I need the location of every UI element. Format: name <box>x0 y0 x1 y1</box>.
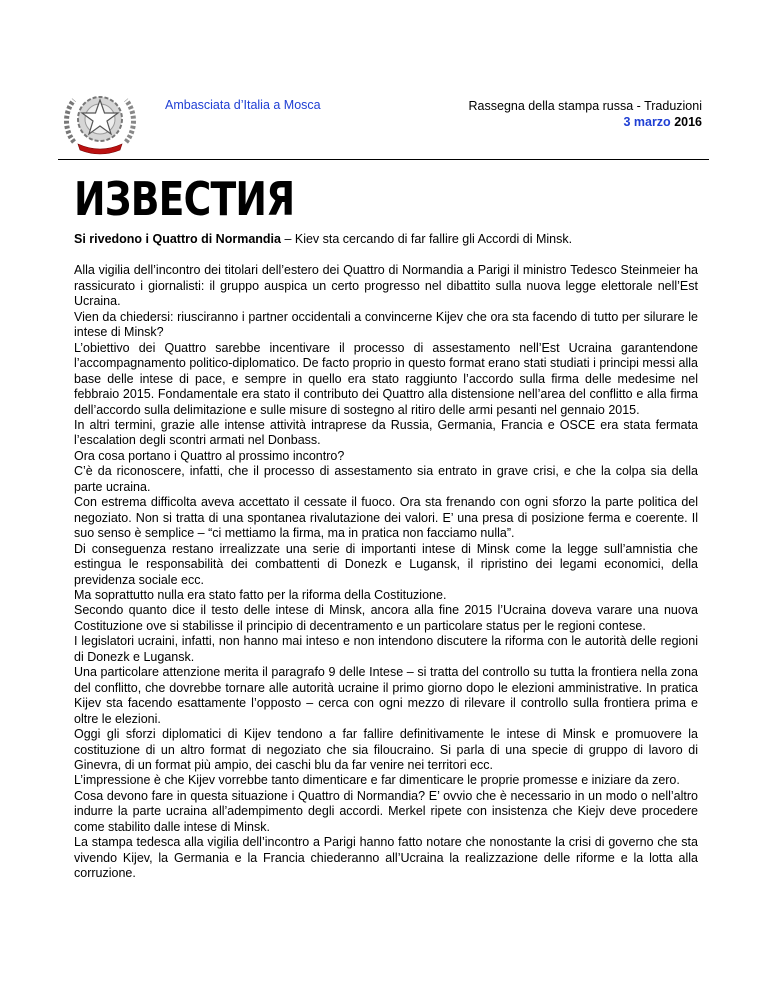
article-paragraph: Ora cosa portano i Quattro al prossimo incontro? <box>74 448 345 463</box>
embassy-name: Ambasciata d’Italia a Mosca <box>165 98 321 112</box>
article-paragraph: Secondo quanto dice il testo delle intese di Minsk, ancora alla fine 2015 l’Ucraina doveva varare una nuova Costituzione ove si stabilisse il principio di decentramento e un particolare status per le regioni contese. <box>74 603 698 633</box>
article-paragraph: Cosa devono fare in questa situazione i Quattro di Normandia? E’ ovvio che è necessario in un modo o nell’altro indurre la parte ucraina all’adempimento degli accordi. Merkel ripete con insistenza che Kiejv deve procedere come stabilito dalle intese di Minsk. <box>74 788 698 834</box>
article-paragraph: Alla vigilia dell’incontro dei titolari dell’estero dei Quattro di Normandia a Parigi il ministro Tedesco Steinmeier ha rassicurato i giornalisti: il gruppo auspica un certo progresso nel dibattito sulla nuova legge elettorale nell’Est Ucraina. <box>74 263 698 309</box>
press-review-title: Rassegna della stampa russa - Traduzioni <box>468 99 702 113</box>
issue-date <box>469 114 702 130</box>
article-subtitle: – Kiev sta cercando di far fallire gli Accordi di Minsk. <box>280 232 573 246</box>
article-paragraph: C’è da riconoscere, infatti, che il processo di assestamento sia entrato in grave crisi, e che la colpa sia della parte ucraina. <box>74 464 698 494</box>
article-paragraph: Ma soprattutto nulla era stato fatto per la riforma della Costituzione. <box>74 587 447 602</box>
article-paragraph: Di conseguenza restano irrealizzate una serie di importanti intese di Minsk come la legge sull’amnistia che estingua le responsabilità dei combattenti di Donezk e Lugansk, il ripristino dei legami economici, della previdenza sociale ecc. <box>74 541 698 587</box>
article-paragraph: Una particolare attenzione merita il paragrafo 9 delle Intese – si tratta del controllo su tutta la frontiera nella zona del conflitto, che dovrebbe tornare alle autorità ucraine il primo giorno dopo le elezioni amministrative. In pratica Kijev sta facendo esattamente l’opposto – cerca con ogni mezzo di rilevare il controllo sulla frontiera prima e oltre le elezioni. <box>74 665 698 726</box>
article-paragraph: Oggi gli sforzi diplomatici di Kijev tendono a far fallire definitivamente le intese di Minsk e promuovere la costituzione di un altro format di negoziato che sia filoucraino. Si parla di una specie di gruppo di lavoro di Ginevra, di un format più ampio, dei caschi blu da far venire nei territori ecc. <box>74 727 698 772</box>
article-headline-line <box>74 232 698 247</box>
issue-date-day-month: 3 marzo <box>623 115 671 129</box>
article-paragraph: L’impressione è che Kijev vorrebbe tanto dimenticare e far dimenticare le proprie promesse e iniziare da zero. <box>74 773 680 788</box>
italian-republic-emblem-icon <box>60 84 140 156</box>
newspaper-masthead: ИЗВЕСТИЯ <box>74 172 295 226</box>
article <box>74 232 698 882</box>
article-headline: Si rivedono i Quattro di Normandia <box>74 232 281 246</box>
article-paragraph: I legislatori ucraini, infatti, non hanno mai inteso e non intendono discutere la riforma con le autorità delle regioni di Donezk e Lugansk. <box>74 634 698 664</box>
article-paragraph: Vien da chiedersi: riusciranno i partner occidentali a convincerne Kijev che ora sta facendo di tutto per silurare le intese di Minsk? <box>74 309 698 340</box>
issue-date-year: 2016 <box>674 115 702 129</box>
article-paragraph: In altri termini, grazie alle intense attività intraprese da Russia, Germania, Francia e OSCE era stata fermata l’escalation degli scontri armati nel Donbass. <box>74 417 698 448</box>
press-review-header <box>469 98 702 130</box>
header-divider <box>58 159 709 160</box>
article-paragraph: L’obiettivo dei Quattro sarebbe incentivare il processo di assestamento nell’Est Ucraina garantendone l’accompagnamento politico-diplomatico. De facto proprio in questo format erano stati studiati i principi messi alla base delle intese di pace, e sempre in quello era stato raggiunto l’accordo sulla firma delle medesime nel febbraio 2015. Fondamentale era stato il contributo dei Quattro alla distensione nell’area del conflitto e alla firma dell’accordo sulla delimitazione e sulle misure di sostegno al ritiro delle armi pesanti nel gennaio 2015. <box>74 340 698 417</box>
article-paragraph: Con estrema difficolta aveva accettato il cessate il fuoco. Ora sta frenando con ogni sforzo la parte politica del negoziato. Non si tratta di una spontanea rivalutazione dei valori. E’ una presa di posizione ferma e coerente. Il suo senso è semplice – “ci mettiamo la firma, ma in pratica non facciamo nulla”. <box>74 495 698 541</box>
article-paragraph: La stampa tedesca alla vigilia dell’incontro a Parigi hanno fatto notare che nonostante la crisi di governo che sta vivendo Kijev, la Germania e la Francia chiederanno all’Ucraina la realizzazione delle riforme e la lotta alla corruzione. <box>74 835 698 881</box>
